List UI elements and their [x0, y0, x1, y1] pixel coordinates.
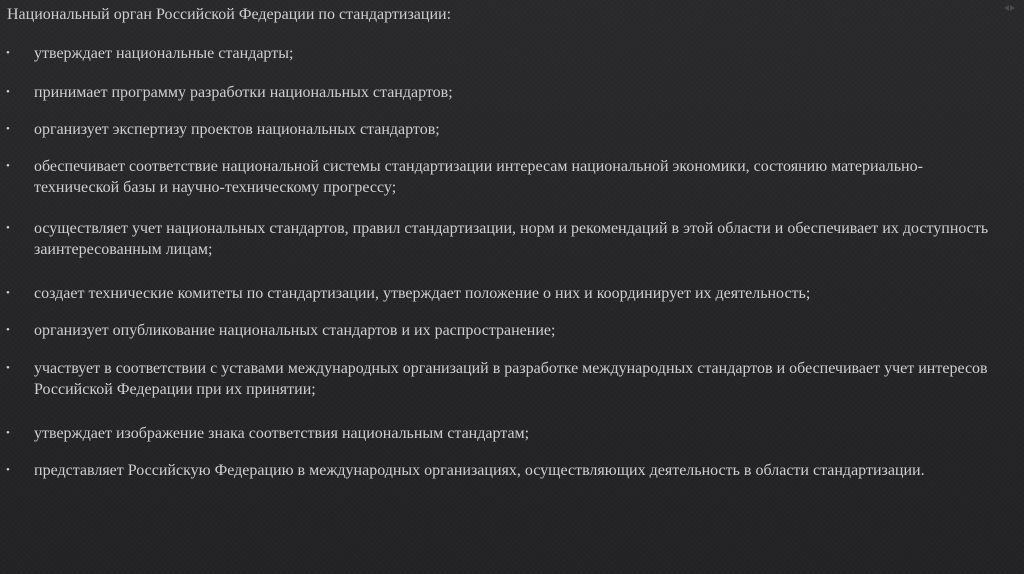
- list-item-text: участвует в соответствии с уставами международных организаций в разработке международных стандартов и обеспечивает учет интересов Российской Федерации при их принятии;: [34, 360, 988, 398]
- bullet-icon: •: [6, 362, 10, 374]
- bullet-icon: •: [6, 427, 10, 439]
- list-item-text: организует экспертизу проектов национальных стандартов;: [34, 121, 440, 138]
- list-item-text: утверждает национальные стандарты;: [34, 45, 294, 62]
- bullet-icon: •: [6, 123, 10, 135]
- bullet-icon: •: [6, 287, 10, 299]
- list-item-text: обеспечивает соответствие национальной системы стандартизации интересам национальной экономики, состоянию материально-технической базы и научно-техническому прогрессу;: [34, 158, 923, 196]
- list-item-text: утверждает изображение знака соответствия национальным стандартам;: [34, 425, 530, 442]
- bullet-icon: •: [6, 160, 10, 172]
- list-item-text: создает технические комитеты по стандартизации, утверждает положение о них и координирует их деятельность;: [34, 285, 811, 302]
- slide-heading: Национальный орган Российской Федерации по стандартизации:: [7, 6, 452, 23]
- bullet-icon: •: [6, 86, 10, 98]
- bullet-icon: •: [6, 222, 10, 234]
- list-item-text: осуществляет учет национальных стандартов, правил стандартизации, норм и рекомендаций в этой области и обеспечивает их доступность заинтересованным лицам;: [34, 220, 989, 258]
- bullet-icon: •: [6, 324, 10, 336]
- bullet-icon: •: [6, 464, 10, 476]
- list-item-text: принимает программу разработки национальных стандартов;: [34, 84, 453, 101]
- list-item-text: организует опубликование национальных стандартов и их распространение;: [34, 322, 556, 339]
- list-item-text: представляет Российскую Федерацию в международных организациях, осуществляющих деятельность в области стандартизации.: [34, 462, 925, 479]
- slide-corner-arrows-icon: [1004, 4, 1018, 12]
- bullet-icon: •: [6, 47, 10, 59]
